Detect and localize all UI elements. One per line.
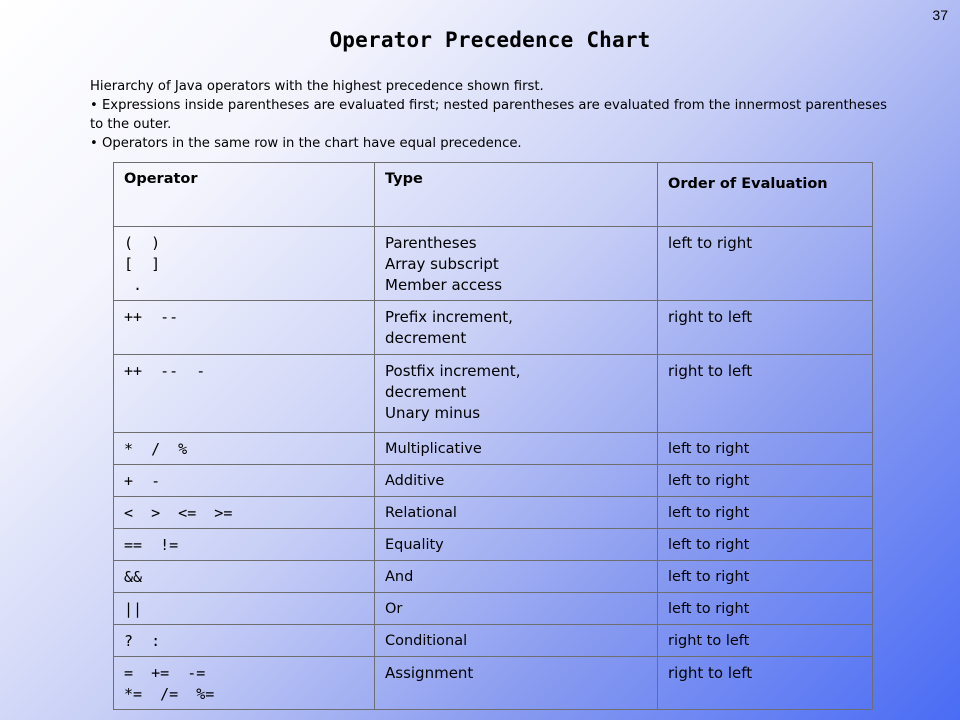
type-cell: Conditional xyxy=(375,625,658,657)
order-cell: left to right xyxy=(658,561,873,593)
operator-cell: || xyxy=(114,593,375,625)
order-cell: right to left xyxy=(658,657,873,710)
type-cell: Prefix increment, decrement xyxy=(375,301,658,355)
type-cell: Assignment xyxy=(375,657,658,710)
table-row xyxy=(114,593,873,625)
table-row xyxy=(114,657,873,710)
table-row xyxy=(114,625,873,657)
table-header-row xyxy=(114,163,873,227)
order-cell: left to right xyxy=(658,227,873,301)
order-cell: left to right xyxy=(658,465,873,497)
operator-cell: ( ) [ ] . xyxy=(114,227,375,301)
type-cell: Equality xyxy=(375,529,658,561)
order-cell: left to right xyxy=(658,433,873,465)
intro-bullet: • Expressions inside parentheses are evaluated first; nested parentheses are evaluated from the innermost parentheses to the outer. xyxy=(90,98,887,132)
table-row xyxy=(114,465,873,497)
table-row xyxy=(114,355,873,433)
precedence-table xyxy=(113,162,873,710)
operator-cell: && xyxy=(114,561,375,593)
operator-cell: == != xyxy=(114,529,375,561)
type-cell: And xyxy=(375,561,658,593)
operator-cell: ++ -- - xyxy=(114,355,375,433)
operator-cell: + - xyxy=(114,465,375,497)
header-operator: Operator xyxy=(114,163,375,227)
operator-cell: ? : xyxy=(114,625,375,657)
intro-line: Hierarchy of Java operators with the highest precedence shown first. xyxy=(90,79,544,94)
order-cell: left to right xyxy=(658,593,873,625)
type-cell: Or xyxy=(375,593,658,625)
order-cell: right to left xyxy=(658,301,873,355)
order-cell: right to left xyxy=(658,355,873,433)
type-cell: Multiplicative xyxy=(375,433,658,465)
order-cell: left to right xyxy=(658,497,873,529)
type-cell: Relational xyxy=(375,497,658,529)
table-row xyxy=(114,227,873,301)
type-cell: Additive xyxy=(375,465,658,497)
intro-bullet: • Operators in the same row in the chart have equal precedence. xyxy=(90,136,522,151)
header-type: Type xyxy=(375,163,658,227)
operator-cell: = += -= *= /= %= xyxy=(114,657,375,710)
order-cell: right to left xyxy=(658,625,873,657)
slide-number: 37 xyxy=(932,7,948,23)
table-row xyxy=(114,301,873,355)
type-cell: Postfix increment, decrement Unary minus xyxy=(375,355,658,433)
table-row xyxy=(114,433,873,465)
type-cell: Parentheses Array subscript Member access xyxy=(375,227,658,301)
table-row xyxy=(114,529,873,561)
table-row xyxy=(114,561,873,593)
table-row xyxy=(114,497,873,529)
slide-title: Operator Precedence Chart xyxy=(329,28,651,52)
operator-cell: * / % xyxy=(114,433,375,465)
operator-cell: < > <= >= xyxy=(114,497,375,529)
intro-text xyxy=(90,77,890,153)
order-cell: left to right xyxy=(658,529,873,561)
header-order: Order of Evaluation xyxy=(658,163,873,227)
operator-cell: ++ -- xyxy=(114,301,375,355)
